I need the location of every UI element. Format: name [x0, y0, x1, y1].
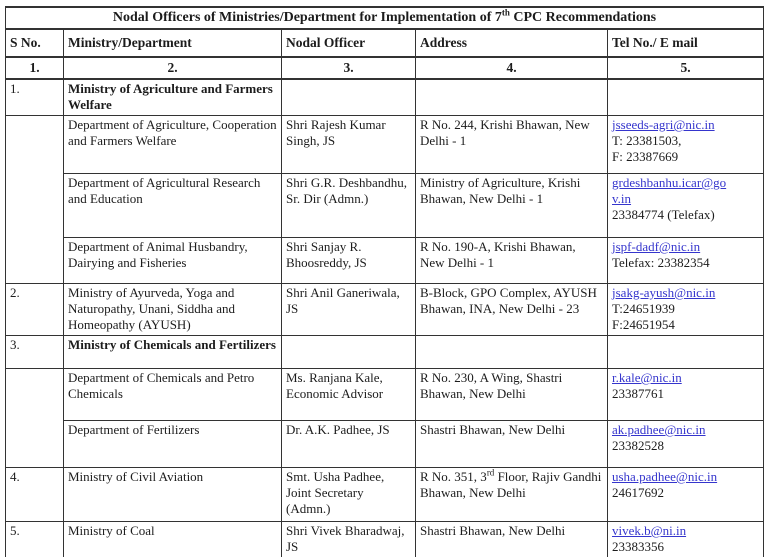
ministry-cell: Ministry of Civil Aviation [64, 468, 282, 522]
tel-line: 24617692 [612, 485, 664, 500]
officer-cell [282, 79, 416, 116]
sno-cell-empty [6, 116, 64, 284]
tel-cell [608, 116, 764, 174]
email-link[interactable]: vivek.b@ni.in [612, 523, 687, 538]
table-row [6, 468, 764, 522]
sno-cell: 4. [6, 468, 64, 522]
table-row [6, 421, 764, 468]
tel-line: 23384774 (Telefax) [612, 207, 715, 222]
address-cell: Ministry of Agriculture, Krishi Bhawan, New Delhi - 1 [416, 174, 608, 238]
tel-line: 23382528 [612, 438, 664, 453]
officer-cell: Shri Sanjay R. Bhoosreddy, JS [282, 238, 416, 284]
col-header-ministry: Ministry/Department [64, 29, 282, 57]
table-row [6, 522, 764, 557]
tel-cell [608, 79, 764, 116]
col-number-3: 3. [282, 57, 416, 79]
col-number-5: 5. [608, 57, 764, 79]
tel-line: T:24651939 [612, 301, 675, 316]
sno-cell: 1. [6, 79, 64, 116]
col-header-sno: S No. [6, 29, 64, 57]
address-cell: Shastri Bhawan, New Delhi [416, 421, 608, 468]
tel-line: 23387761 [612, 386, 664, 401]
officer-cell: Ms. Ranjana Kale, Economic Advisor [282, 369, 416, 421]
tel-line: F: 23387669 [612, 149, 679, 164]
table-title-text: Nodal Officers of Ministries/Department for Implementation of 7 [112, 9, 502, 25]
ministry-cell: Ministry of Agriculture and Farmers Welfare [64, 79, 282, 116]
col-header-address: Address [416, 29, 608, 57]
address-cell: R No. 190-A, Krishi Bhawan, New Delhi - 1 [416, 238, 608, 284]
address-cell [416, 336, 608, 369]
ministry-cell: Department of Fertilizers [64, 421, 282, 468]
tel-cell [608, 284, 764, 336]
table-title-suffix: CPC Recommendations [509, 9, 657, 25]
officer-cell: Shri G.R. Deshbandhu, Sr. Dir (Admn.) [282, 174, 416, 238]
table-row [6, 284, 764, 336]
ministry-cell: Ministry of Chemicals and Fertilizers [64, 336, 282, 369]
tel-cell [608, 174, 764, 238]
email-link[interactable]: ak.padhee@nic.in [612, 422, 706, 437]
ministry-cell: Ministry of Coal [64, 522, 282, 557]
sno-cell: 5. [6, 522, 64, 557]
email-link[interactable]: usha.padhee@nic.in [612, 469, 718, 484]
officer-cell: Smt. Usha Padhee, Joint Secretary (Admn.) [282, 468, 416, 522]
email-link[interactable]: jsseeds-agri@nic.in [612, 117, 715, 132]
ministry-cell: Department of Agricultural Research and Education [64, 174, 282, 238]
table-row [6, 238, 764, 284]
table-row [6, 336, 764, 369]
ministry-cell: Department of Chemicals and Petro Chemicals [64, 369, 282, 421]
tel-cell [608, 238, 764, 284]
table-row [6, 79, 764, 116]
table-row [6, 174, 764, 238]
email-link[interactable]: jsakg-ayush@nic.in [612, 285, 716, 300]
col-header-tel: Tel No./ E mail [608, 29, 764, 57]
ministry-cell: Department of Agriculture, Cooperation and Farmers Welfare [64, 116, 282, 174]
col-header-officer: Nodal Officer [282, 29, 416, 57]
col-number-2: 2. [64, 57, 282, 79]
tel-line: F:24651954 [612, 317, 675, 332]
ministry-cell: Ministry of Ayurveda, Yoga and Naturopathy, Unani, Siddha and Homeopathy (AYUSH) [64, 284, 282, 336]
email-link[interactable]: grdeshbanhu.icar@gov.in [612, 175, 727, 206]
tel-line: Telefax: 23382354 [612, 255, 710, 270]
address-cell: R No. 244, Krishi Bhawan, New Delhi - 1 [416, 116, 608, 174]
sno-cell-empty [6, 369, 64, 468]
table-row [6, 369, 764, 421]
tel-cell [608, 522, 764, 557]
sno-cell: 2. [6, 284, 64, 336]
col-number-4: 4. [416, 57, 608, 79]
tel-cell [608, 336, 764, 369]
tel-line: 23383356 [612, 539, 664, 554]
title-superscript: th [501, 7, 510, 17]
table-title [6, 7, 764, 29]
tel-cell [608, 468, 764, 522]
officer-cell: Dr. A.K. Padhee, JS [282, 421, 416, 468]
officer-cell: Shri Vivek Bharadwaj, JS [282, 522, 416, 557]
address-cell [416, 468, 608, 522]
email-link[interactable]: jspf-dadf@nic.in [612, 239, 701, 254]
tel-cell [608, 369, 764, 421]
nodal-officers-table [5, 6, 764, 557]
address-cell: R No. 230, A Wing, Shastri Bhawan, New Delhi [416, 369, 608, 421]
officer-cell: Shri Rajesh Kumar Singh, JS [282, 116, 416, 174]
tel-cell [608, 421, 764, 468]
officer-cell [282, 336, 416, 369]
address-text: R No. 351, 3 [420, 469, 487, 484]
sno-cell: 3. [6, 336, 64, 369]
address-cell: B-Block, GPO Complex, AYUSH Bhawan, INA, New Delhi - 23 [416, 284, 608, 336]
address-superscript: rd [486, 467, 495, 478]
address-cell [416, 79, 608, 116]
address-cell: Shastri Bhawan, New Delhi [416, 522, 608, 557]
tel-line: T: 23381503, [612, 133, 682, 148]
table-row [6, 116, 764, 174]
email-link[interactable]: r.kale@nic.in [612, 370, 682, 385]
ministry-cell: Department of Animal Husbandry, Dairying and Fisheries [64, 238, 282, 284]
officer-cell: Shri Anil Ganeriwala, JS [282, 284, 416, 336]
col-number-1: 1. [6, 57, 64, 79]
address-text: Floor, Rajiv Gandhi Bhawan, New Delhi [420, 469, 602, 500]
